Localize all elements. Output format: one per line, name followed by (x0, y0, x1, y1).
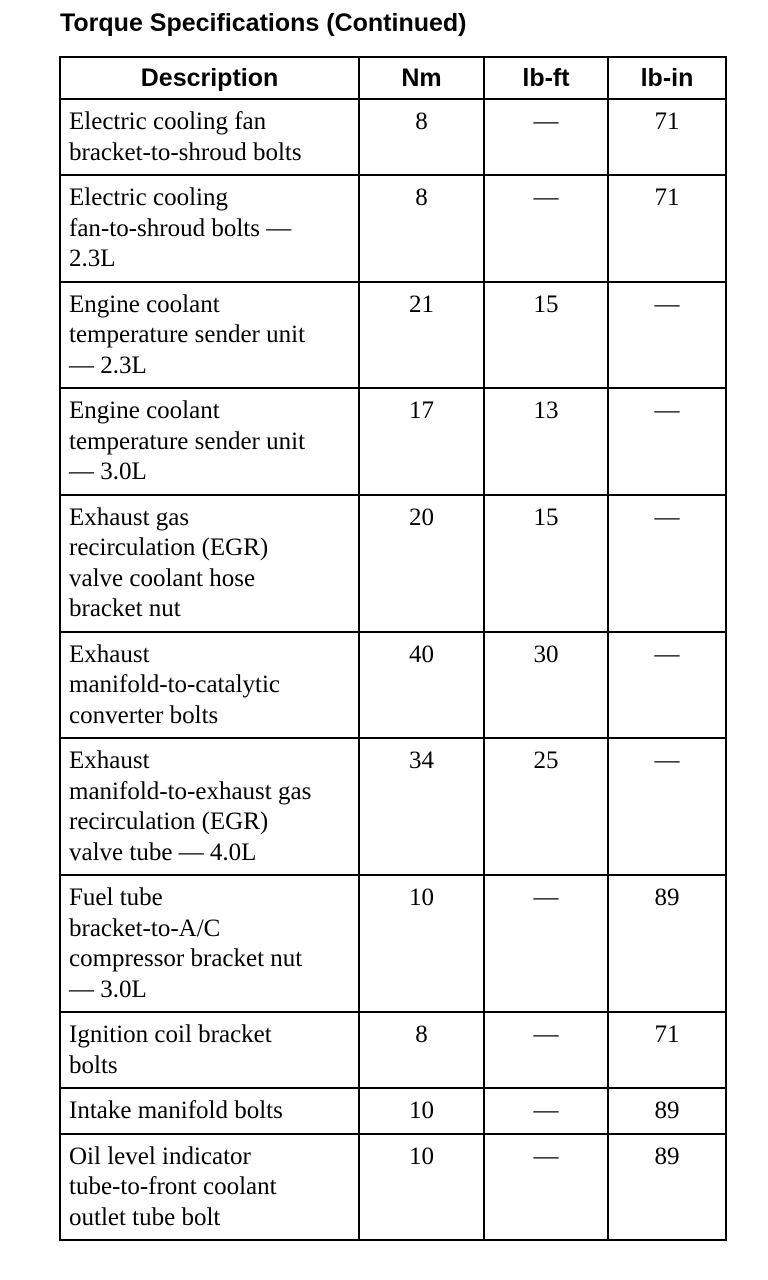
description-line: manifold-to-exhaust gas (69, 777, 312, 805)
lb-in-value-cell: 71 (608, 175, 726, 282)
description-cell (60, 99, 359, 175)
description-line: 2.3L (69, 245, 116, 272)
lb-in-value-cell: 71 (608, 1012, 726, 1088)
table-row (60, 1088, 726, 1134)
description-cell (60, 175, 359, 282)
description-line: Oil level indicator (69, 1142, 251, 1170)
lb-in-value-cell: 89 (608, 1134, 726, 1241)
lb-ft-value-cell: 25 (484, 738, 608, 875)
description-line: Exhaust (69, 747, 150, 774)
description-line: — 3.0L (69, 458, 147, 485)
nm-value-cell: 10 (359, 1134, 484, 1241)
table-row (60, 632, 726, 739)
lb-in-value-cell: — (608, 495, 726, 632)
nm-value-cell: 10 (359, 875, 484, 1012)
description-line: Electric cooling fan (69, 108, 267, 135)
lb-in-value-cell: 71 (608, 99, 726, 175)
description-cell (60, 632, 359, 739)
lb-in-value-cell: 89 (608, 875, 726, 1012)
lb-ft-value-cell: — (484, 1012, 608, 1088)
description-line: fan-to-shroud bolts — (69, 214, 292, 242)
nm-value-cell: 8 (359, 1012, 484, 1088)
lb-ft-value-cell: 30 (484, 632, 608, 739)
description-line: temperature sender unit (69, 427, 306, 455)
nm-value-cell: 8 (359, 175, 484, 282)
nm-value-cell: 20 (359, 495, 484, 632)
nm-value-cell: 17 (359, 388, 484, 495)
description-line: temperature sender unit (69, 321, 306, 348)
column-header-nm: Nm (359, 57, 484, 99)
description-line: bracket nut (69, 595, 181, 622)
table-row (60, 875, 726, 1012)
table-row (60, 495, 726, 632)
lb-in-value-cell: — (608, 282, 726, 389)
description-cell (60, 875, 359, 1012)
description-line: bracket-to-shroud bolts (69, 138, 302, 166)
lb-in-value-cell: — (608, 388, 726, 495)
lb-ft-value-cell: 15 (484, 495, 608, 632)
table-row (60, 388, 726, 495)
description-cell (60, 1088, 359, 1134)
description-line: bracket-to-A/C (69, 914, 221, 942)
lb-ft-value-cell: 13 (484, 388, 608, 495)
lb-ft-value-cell: — (484, 1134, 608, 1241)
description-line: recirculation (EGR) (69, 808, 269, 835)
description-line: — 3.0L (69, 975, 147, 1003)
description-line: Ignition coil bracket (69, 1021, 272, 1048)
torque-spec-table (59, 56, 727, 1241)
table-body (60, 99, 726, 1240)
description-line: bolts (69, 1051, 118, 1079)
description-cell (60, 738, 359, 875)
description-line: Engine coolant (69, 397, 220, 424)
description-line: — 2.3L (69, 351, 147, 379)
table-row (60, 175, 726, 282)
description-line: outlet tube bolt (69, 1203, 221, 1231)
description-line: valve coolant hose (69, 564, 256, 592)
column-header-lb-in: lb-in (608, 57, 726, 99)
page-title: Torque Specifications (Continued) (60, 9, 467, 37)
column-header-description: Description (60, 57, 359, 99)
description-line: Electric cooling (69, 184, 228, 211)
description-line: valve tube — 4.0L (69, 838, 257, 866)
lb-ft-value-cell: — (484, 875, 608, 1012)
description-line: compressor bracket nut (69, 945, 303, 972)
description-cell (60, 1134, 359, 1241)
nm-value-cell: 10 (359, 1088, 484, 1134)
table-row (60, 99, 726, 175)
table-row (60, 1134, 726, 1241)
column-header-lb-ft: lb-ft (484, 57, 608, 99)
table-row (60, 1012, 726, 1088)
table-row (60, 282, 726, 389)
nm-value-cell: 34 (359, 738, 484, 875)
lb-ft-value-cell: — (484, 99, 608, 175)
lb-in-value-cell: — (608, 738, 726, 875)
lb-ft-value-cell: — (484, 1088, 608, 1134)
description-cell (60, 282, 359, 389)
description-cell (60, 1012, 359, 1088)
table-header-row (60, 57, 726, 99)
lb-ft-value-cell: 15 (484, 282, 608, 389)
description-line: tube-to-front coolant (69, 1173, 277, 1200)
lb-in-value-cell: — (608, 632, 726, 739)
table-row (60, 738, 726, 875)
description-cell (60, 388, 359, 495)
description-line: Intake manifold bolts (69, 1097, 283, 1124)
lb-in-value-cell: 89 (608, 1088, 726, 1134)
nm-value-cell: 40 (359, 632, 484, 739)
description-line: converter bolts (69, 701, 219, 729)
description-line: Fuel tube (69, 884, 163, 911)
description-line: Exhaust (69, 640, 150, 668)
lb-ft-value-cell: — (484, 175, 608, 282)
description-line: Exhaust gas (69, 503, 190, 531)
description-line: recirculation (EGR) (69, 534, 269, 561)
description-line: Engine coolant (69, 290, 220, 318)
nm-value-cell: 21 (359, 282, 484, 389)
description-line: manifold-to-catalytic (69, 671, 281, 698)
description-cell (60, 495, 359, 632)
nm-value-cell: 8 (359, 99, 484, 175)
